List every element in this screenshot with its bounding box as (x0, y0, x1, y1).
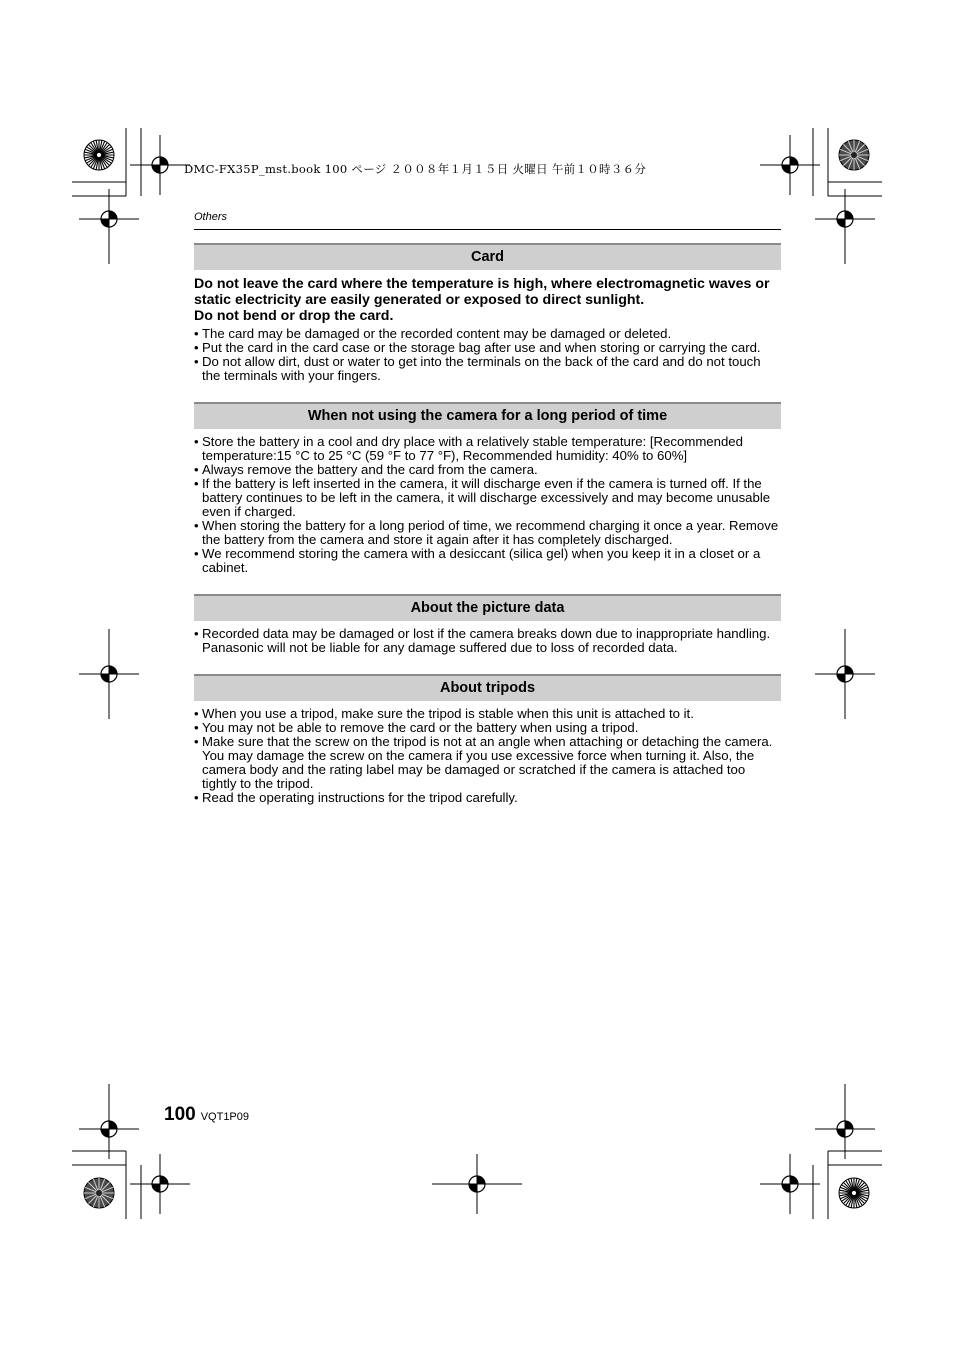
color-target-icon (839, 140, 869, 170)
list-item: • Put the card in the card case or the storage bag after use and when storing or carrying the card. (194, 341, 781, 355)
warning-line: Do not leave the card where the temperature is high, where electromagnetic waves or static electricity are easily generated or exposed to direct sunlight. (194, 276, 770, 308)
section-header: About the picture data (194, 594, 781, 621)
section-long-storage (194, 402, 781, 575)
registration-mark-icon (760, 135, 820, 195)
document-code: VQT1P09 (200, 1111, 250, 1123)
warning-line: Do not bend or drop the card. (194, 308, 394, 324)
list-item: • Recorded data may be damaged or lost if the camera breaks down due to inappropriate handling. Panasonic will not be liable for any damage suffered due to loss of recorded data. (194, 627, 781, 655)
list-item: • You may not be able to remove the card or the battery when using a tripod. (194, 721, 781, 735)
bullet-list (194, 707, 781, 805)
header-rule (194, 229, 781, 230)
section-tripods (194, 674, 781, 805)
color-target-icon (839, 1178, 869, 1208)
section-picture-data (194, 594, 781, 655)
warning-text (194, 276, 781, 324)
print-info: DMC-FX35P_mst.book 100 ページ ２００８年１月１５日 火曜日 午前１０時３６分 (184, 162, 647, 176)
section-header: Card (194, 243, 781, 270)
section-header: About tripods (194, 674, 781, 701)
list-item: • When storing the battery for a long period of time, we recommend charging it once a year. Remove the battery from the camera and store it again after it has completely discharged. (194, 519, 781, 547)
bullet-list (194, 627, 781, 655)
main-content (194, 243, 781, 824)
list-item: • Make sure that the screw on the tripod is not at an angle when attaching or detaching the camera. You may damage the screw on the camera if you use excessive force when turning it. Also, the camera body and the rating label may be damaged or scratched if the camera is attached too tightly to the tripod. (194, 735, 781, 791)
list-item: • The card may be damaged or the recorded content may be damaged or deleted. (194, 327, 781, 341)
list-item: • Store the battery in a cool and dry place with a relatively stable temperature: [Recommended temperature:15 °C to 25 °C (59 °F to 77 °F), Recommended humidity: 40% to 60%] (194, 435, 781, 463)
list-item: • Always remove the battery and the card from the camera. (194, 463, 781, 477)
page-number: 100 (164, 1104, 196, 1125)
color-target-icon (84, 140, 114, 170)
registration-mark-icon (760, 1154, 820, 1214)
registration-mark-icon (130, 1154, 190, 1214)
bullet-list (194, 327, 781, 383)
section-label: Others (194, 211, 228, 223)
page-footer (164, 1104, 249, 1126)
registration-mark-icon (130, 135, 190, 195)
bullet-list (194, 435, 781, 575)
section-card (194, 243, 781, 383)
section-header: When not using the camera for a long period of time (194, 402, 781, 429)
list-item: • Read the operating instructions for the tripod carefully. (194, 791, 781, 805)
list-item: • If the battery is left inserted in the camera, it will discharge even if the camera is turned off. If the battery continues to be left in the camera, it will discharge excessively and may become unusable even if charged. (194, 477, 781, 519)
color-target-icon (84, 1178, 114, 1208)
list-item: • When you use a tripod, make sure the tripod is stable when this unit is attached to it. (194, 707, 781, 721)
list-item: • We recommend storing the camera with a desiccant (silica gel) when you keep it in a closet or a cabinet. (194, 547, 781, 575)
list-item: • Do not allow dirt, dust or water to get into the terminals on the back of the card and do not touch the terminals with your fingers. (194, 355, 781, 383)
